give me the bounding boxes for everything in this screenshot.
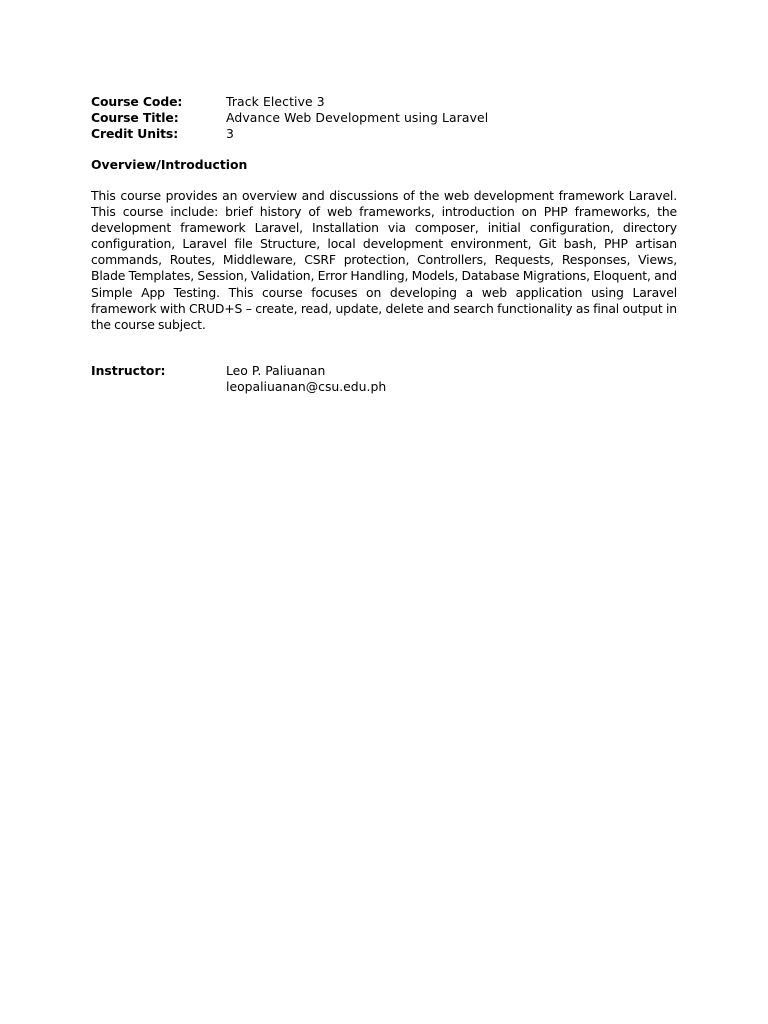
instructor-name: Leo P. Paliuanan: [226, 363, 326, 378]
instructor-label: Instructor:: [91, 363, 166, 378]
course-title-row: [91, 110, 677, 126]
instructor-block: [91, 363, 677, 395]
credit-units-row: [91, 126, 677, 142]
overview-heading: Overview/Introduction: [91, 157, 248, 172]
credit-units-value: 3: [226, 126, 234, 141]
instructor-details: [226, 363, 677, 395]
course-code-label: Course Code:: [91, 94, 183, 109]
overview-paragraph: This course provides an overview and discussions of the web development framework Laravel. This course include: brief history of web frameworks, introduction on PHP frameworks, the development framework Laravel, Installation via composer, initial configuration, directory configuration, Laravel file Structure, local development environment, Git bash, PHP artisan commands, Routes, Middleware, CSRF protection, Controllers, Requests, Responses, Views, Blade Templates, Session, Validation, Error Handling, Models, Database Migrations, Eloquent, and Simple App Testing. This course focuses on developing a web application using Laravel framework with CRUD+S – create, read, update, delete and search functionality as final output in the course subject.: [91, 188, 677, 332]
instructor-email: leopaliuanan@csu.edu.ph: [226, 379, 387, 394]
course-title-label: Course Title:: [91, 110, 179, 125]
course-code-value: Track Elective 3: [226, 94, 325, 109]
course-title-value: Advance Web Development using Laravel: [226, 110, 489, 125]
instructor-row: [91, 363, 677, 395]
course-code-row: [91, 94, 677, 110]
course-info-table: [91, 94, 677, 142]
credit-units-label: Credit Units:: [91, 126, 179, 141]
